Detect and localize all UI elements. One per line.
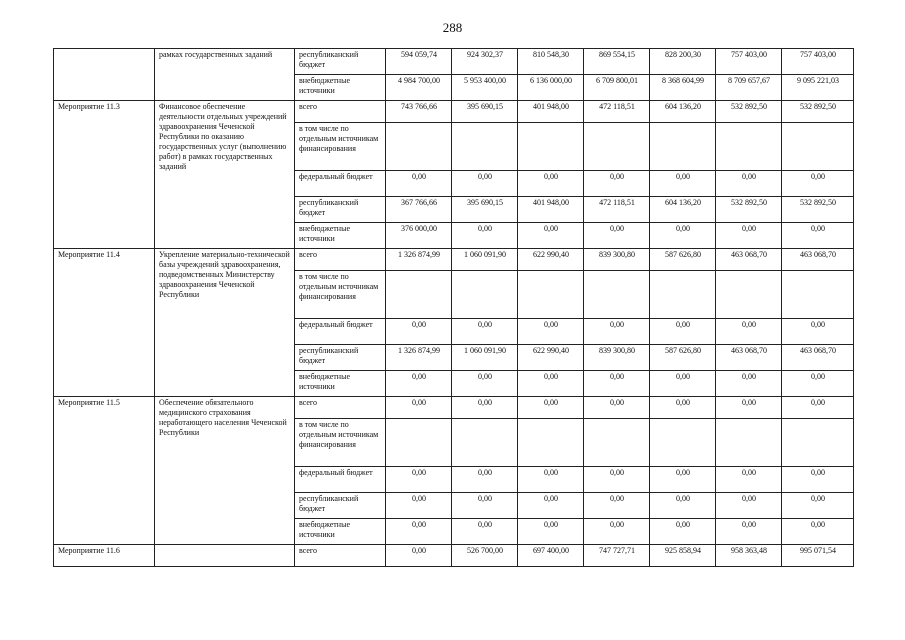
amount-cell: 0,00 [650,467,716,493]
amount-cell: 376 000,00 [386,223,452,249]
amount-cell: 0,00 [518,519,584,545]
amount-cell: 0,00 [584,171,650,197]
table-row [54,49,854,75]
amount-cell: 924 302,37 [452,49,518,75]
amount-cell: 1 326 874,99 [386,249,452,271]
amount-cell: 526 700,00 [452,545,518,567]
amount-cell: 839 300,80 [584,249,650,271]
measure-code: Мероприятие 11.5 [54,397,155,545]
amount-cell: 0,00 [782,371,854,397]
amount-cell: 0,00 [650,223,716,249]
amount-cell: 0,00 [518,397,584,419]
amount-cell: 0,00 [716,519,782,545]
amount-cell: 6 136 000,00 [518,75,584,101]
amount-cell: 0,00 [518,171,584,197]
amount-cell: 697 400,00 [518,545,584,567]
amount-cell: 0,00 [650,519,716,545]
amount-cell: 604 136,20 [650,101,716,123]
funding-source: республиканский бюджет [295,493,386,519]
amount-cell: 0,00 [386,493,452,519]
funding-source: всего [295,249,386,271]
amount-cell: 4 984 700,00 [386,75,452,101]
amount-cell: 604 136,20 [650,197,716,223]
amount-cell: 463 068,70 [782,249,854,271]
amount-cell: 0,00 [782,397,854,419]
amount-cell: 532 892,50 [716,197,782,223]
amount-cell: 472 118,51 [584,197,650,223]
amount-cell: 757 403,00 [716,49,782,75]
funding-source: в том числе по отдельным источникам финансирования [295,271,386,319]
measure-code [54,49,155,101]
measure-code: Мероприятие 11.3 [54,101,155,249]
amount-cell: 6 709 800,01 [584,75,650,101]
funding-source: всего [295,397,386,419]
measure-description: рамках государственных заданий [155,49,295,101]
amount-cell: 0,00 [584,397,650,419]
amount-cell: 0,00 [782,319,854,345]
amount-cell: 0,00 [386,545,452,567]
amount-cell [782,123,854,171]
amount-cell: 0,00 [452,223,518,249]
amount-cell: 747 727,71 [584,545,650,567]
amount-cell: 0,00 [386,319,452,345]
amount-cell: 0,00 [452,371,518,397]
funding-source: в том числе по отдельным источникам финансирования [295,419,386,467]
amount-cell: 0,00 [386,467,452,493]
funding-source: федеральный бюджет [295,319,386,345]
amount-cell: 0,00 [650,371,716,397]
amount-cell: 1 326 874,99 [386,345,452,371]
amount-cell: 0,00 [452,493,518,519]
amount-cell: 0,00 [716,171,782,197]
amount-cell [584,271,650,319]
amount-cell: 532 892,50 [782,101,854,123]
funding-source: внебюджетные источники [295,223,386,249]
amount-cell: 8 709 657,67 [716,75,782,101]
measure-description [155,545,295,567]
amount-cell: 0,00 [584,467,650,493]
funding-source: республиканский бюджет [295,345,386,371]
amount-cell [452,123,518,171]
amount-cell: 925 858,94 [650,545,716,567]
funding-source: республиканский бюджет [295,197,386,223]
amount-cell: 1 060 091,90 [452,345,518,371]
amount-cell: 8 368 604,99 [650,75,716,101]
amount-cell: 401 948,00 [518,101,584,123]
amount-cell: 0,00 [782,519,854,545]
funding-source: федеральный бюджет [295,467,386,493]
amount-cell: 5 953 400,00 [452,75,518,101]
measure-description: Обеспечение обязательного медицинского страхования неработающего населения Чеченской Республики [155,397,295,545]
amount-cell: 0,00 [452,397,518,419]
amount-cell: 0,00 [650,319,716,345]
amount-cell: 839 300,80 [584,345,650,371]
amount-cell: 869 554,15 [584,49,650,75]
amount-cell: 0,00 [518,223,584,249]
amount-cell [584,419,650,467]
amount-cell: 0,00 [782,493,854,519]
amount-cell: 463 068,70 [716,249,782,271]
amount-cell [452,419,518,467]
amount-cell: 0,00 [782,223,854,249]
table-row [54,101,854,123]
amount-cell: 472 118,51 [584,101,650,123]
table-row [54,397,854,419]
amount-cell: 828 200,30 [650,49,716,75]
amount-cell: 532 892,50 [782,197,854,223]
funding-source: всего [295,101,386,123]
amount-cell: 0,00 [518,467,584,493]
amount-cell: 9 095 221,03 [782,75,854,101]
amount-cell: 0,00 [716,371,782,397]
amount-cell: 463 068,70 [782,345,854,371]
amount-cell: 0,00 [584,493,650,519]
measure-description: Финансовое обеспечение деятельности отдельных учреждений здравоохранения Чеченской Республики по оказанию государственных услуг (выполнению работ) в рамках государственных заданий [155,101,295,249]
amount-cell [716,123,782,171]
amount-cell: 0,00 [584,223,650,249]
amount-cell: 0,00 [518,371,584,397]
amount-cell: 0,00 [650,397,716,419]
amount-cell: 0,00 [716,467,782,493]
amount-cell [386,271,452,319]
amount-cell: 0,00 [518,319,584,345]
budget-table [53,48,854,567]
measure-code: Мероприятие 11.6 [54,545,155,567]
amount-cell: 0,00 [452,171,518,197]
amount-cell: 0,00 [452,467,518,493]
table-row [54,545,854,567]
amount-cell: 0,00 [386,171,452,197]
amount-cell: 0,00 [716,493,782,519]
funding-source: в том числе по отдельным источникам финансирования [295,123,386,171]
amount-cell: 995 071,54 [782,545,854,567]
amount-cell [386,123,452,171]
amount-cell: 958 363,48 [716,545,782,567]
amount-cell [518,271,584,319]
funding-source: федеральный бюджет [295,171,386,197]
amount-cell: 0,00 [584,519,650,545]
amount-cell: 757 403,00 [782,49,854,75]
funding-source: внебюджетные источники [295,75,386,101]
amount-cell: 1 060 091,90 [452,249,518,271]
amount-cell: 463 068,70 [716,345,782,371]
amount-cell: 0,00 [386,519,452,545]
amount-cell [584,123,650,171]
amount-cell [650,271,716,319]
amount-cell: 395 690,15 [452,101,518,123]
amount-cell [386,419,452,467]
amount-cell [782,271,854,319]
amount-cell: 0,00 [386,397,452,419]
amount-cell: 587 626,80 [650,249,716,271]
amount-cell: 0,00 [782,467,854,493]
amount-cell: 401 948,00 [518,197,584,223]
funding-source: внебюджетные источники [295,371,386,397]
amount-cell: 0,00 [584,371,650,397]
amount-cell [650,123,716,171]
measure-code: Мероприятие 11.4 [54,249,155,397]
amount-cell [650,419,716,467]
amount-cell: 395 690,15 [452,197,518,223]
amount-cell: 622 990,40 [518,345,584,371]
amount-cell: 587 626,80 [650,345,716,371]
funding-source: внебюджетные источники [295,519,386,545]
amount-cell [452,271,518,319]
amount-cell: 0,00 [716,319,782,345]
amount-cell [716,419,782,467]
amount-cell: 743 766,66 [386,101,452,123]
amount-cell [782,419,854,467]
amount-cell: 532 892,50 [716,101,782,123]
amount-cell: 0,00 [452,519,518,545]
amount-cell: 810 548,30 [518,49,584,75]
amount-cell: 594 059,74 [386,49,452,75]
measure-description: Укрепление материально-технической базы учреждений здравоохранения, подведомственных Министерству здравоохранения Чеченской Республики [155,249,295,397]
budget-table-body [54,49,854,567]
amount-cell: 0,00 [716,223,782,249]
amount-cell: 0,00 [584,319,650,345]
table-row [54,249,854,271]
amount-cell: 622 990,40 [518,249,584,271]
amount-cell: 0,00 [782,171,854,197]
amount-cell: 0,00 [518,493,584,519]
amount-cell [716,271,782,319]
amount-cell [518,123,584,171]
amount-cell: 367 766,66 [386,197,452,223]
amount-cell: 0,00 [452,319,518,345]
amount-cell [518,419,584,467]
funding-source: республиканский бюджет [295,49,386,75]
page-number: 288 [442,20,463,35]
amount-cell: 0,00 [716,397,782,419]
amount-cell: 0,00 [386,371,452,397]
amount-cell: 0,00 [650,493,716,519]
funding-source: всего [295,545,386,567]
amount-cell: 0,00 [650,171,716,197]
